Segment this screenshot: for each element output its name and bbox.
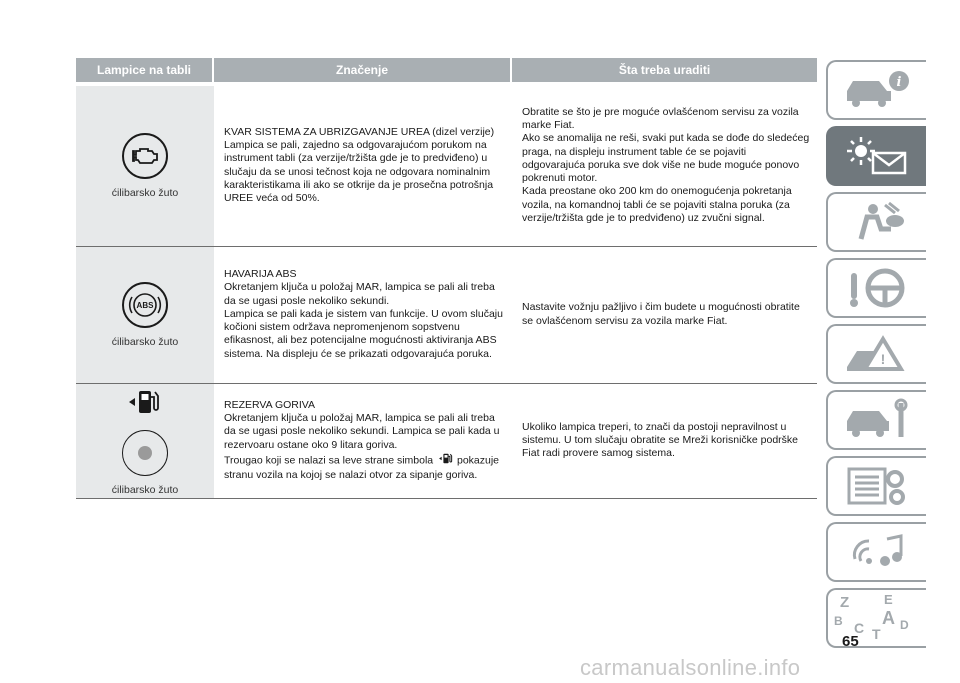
tab-warning-lights[interactable] bbox=[826, 126, 926, 186]
lamp-color-label: ćilibarsko žuto bbox=[111, 187, 179, 199]
car-info-icon bbox=[839, 67, 915, 113]
abs-icon bbox=[122, 282, 168, 328]
svg-text:i: i bbox=[896, 75, 902, 90]
fuel-pump-icon bbox=[127, 387, 163, 420]
table-header bbox=[76, 58, 817, 82]
index-letter: Z bbox=[840, 594, 850, 611]
chapter-sidebar bbox=[826, 60, 930, 654]
header-action: Šta treba uraditi bbox=[512, 58, 817, 82]
multimedia-icon bbox=[839, 529, 915, 575]
index-letter: A bbox=[882, 608, 895, 628]
tab-index[interactable] bbox=[826, 588, 926, 648]
action-text: Nastavite vožnju pažljivo i čim budete u mogućnosti obratite se ovlašćenom servisu za vozila marke Fiat. bbox=[522, 301, 800, 327]
action-cell bbox=[512, 247, 817, 383]
index-letter: T bbox=[872, 626, 881, 642]
meaning-title: KVAR SISTEMA ZA UBRIZGAVANJE UREA (dizel verzije) bbox=[224, 125, 495, 138]
action-text: Obratite se što je pre moguće ovlašćenom servisu za vozila marke Fiat. bbox=[522, 106, 799, 132]
meaning-title: REZERVA GORIVA bbox=[224, 398, 316, 411]
meaning-text: Okretanjem ključa u položaj MAR, lampica se pali ali treba da se ugasi posle nekoliko sekundi. bbox=[224, 281, 495, 307]
lamp-cell bbox=[76, 384, 214, 498]
index-letter: C bbox=[854, 620, 865, 636]
warning-lights-table bbox=[76, 58, 817, 499]
table-row bbox=[76, 86, 817, 247]
page-number: 65 bbox=[842, 633, 859, 650]
action-text: Kada preostane oko 200 km do onemogućenja pokretanja vozila, na komandnoj tabli će se pojaviti stalna poruka (za verzije/tržišta gde je to predviđeno) uz zvučni signal. bbox=[522, 185, 792, 224]
lamp-cell bbox=[76, 86, 214, 246]
tab-safety[interactable] bbox=[826, 192, 926, 252]
lamp-color-label: ćilibarsko žuto bbox=[111, 336, 179, 348]
action-text: Ako se anomalija ne reši, svaki put kada se dođe do sledećeg praga, na displeju instrument table će se pojaviti odgovarajuća poruka sve dok više ne bude moguće ponovo pokrenuti motor. bbox=[522, 132, 810, 185]
meaning-title: HAVARIJA ABS bbox=[224, 268, 297, 281]
meaning-cell bbox=[214, 247, 512, 383]
technical-data-icon bbox=[839, 463, 915, 509]
meaning-cell bbox=[214, 86, 512, 246]
lamp-cell bbox=[76, 247, 214, 383]
meaning-cell bbox=[214, 384, 512, 498]
table-row bbox=[76, 247, 817, 384]
tab-multimedia[interactable] bbox=[826, 522, 926, 582]
fuel-pump-small-icon bbox=[438, 452, 454, 469]
header-lamps: Lampice na tabli bbox=[76, 58, 212, 82]
car-maintenance-icon bbox=[839, 397, 915, 443]
tab-car-info[interactable] bbox=[826, 60, 926, 120]
airbag-safety-icon bbox=[839, 199, 915, 245]
amber-lamp-icon bbox=[122, 430, 168, 476]
lamp-color-label: ćilibarsko žuto bbox=[111, 483, 179, 496]
svg-text:!: ! bbox=[880, 351, 886, 367]
header-meaning: Značenje bbox=[214, 58, 510, 82]
tab-driving[interactable] bbox=[826, 258, 926, 318]
meaning-text: Lampica se pali, zajedno sa odgovarajućom porukom na instrument tabli (za verzije/tržišta gde je to predviđeno) u slučaju da se unosi tečnost koja ne odgovara nominalnim karakteristikama ili ako se otkrije da je prosečna potrošnja UREE veća od 50%. bbox=[224, 139, 494, 204]
warning-lights-icon bbox=[839, 133, 915, 179]
tab-technical-data[interactable] bbox=[826, 456, 926, 516]
action-cell bbox=[512, 86, 817, 246]
action-text: Ukoliko lampica treperi, to znači da postoji nepravilnost u sistemu. U tom slučaju obratite se Mreži korisničke podrške Fiat radi provere samog sistema. bbox=[522, 420, 799, 460]
meaning-text-part: Trougao koji se nalazi sa leve strane simbola bbox=[224, 454, 434, 467]
meaning-text-part: pokazuje stranu vozila na kojoj se nalazi otvor za sipanje goriva. bbox=[224, 454, 500, 481]
tab-emergency[interactable] bbox=[826, 324, 926, 384]
meaning-text: Lampica se pali kada je sistem van funkcije. U ovom slučaju kočioni sistem održava nepromenjenom sopstvenu efikasnost, ali bez potencijalne mogućnosti aktiviranja ABS sistema. Na displeju će se prikazati odgovarajuća poruka. bbox=[224, 307, 503, 360]
meaning-text: Okretanjem ključa u položaj MAR, lampica se pali ali treba da se ugasi posle nekoliko sekundi. Lampica se pali kada u rezervoaru ostane oko 9 litara goriva. bbox=[224, 412, 500, 451]
action-cell bbox=[512, 384, 817, 498]
engine-check-icon bbox=[122, 133, 168, 179]
table-row bbox=[76, 384, 817, 499]
steering-wheel-icon bbox=[839, 265, 915, 311]
index-letter: E bbox=[884, 592, 893, 607]
index-letter: B bbox=[834, 614, 843, 628]
meaning-text bbox=[224, 452, 504, 482]
index-letter: D bbox=[900, 618, 909, 632]
tab-maintenance[interactable] bbox=[826, 390, 926, 450]
emergency-icon bbox=[839, 331, 915, 377]
watermark: carmanualsonline.info bbox=[580, 655, 801, 680]
abs-icon-label: ABS bbox=[136, 301, 154, 310]
